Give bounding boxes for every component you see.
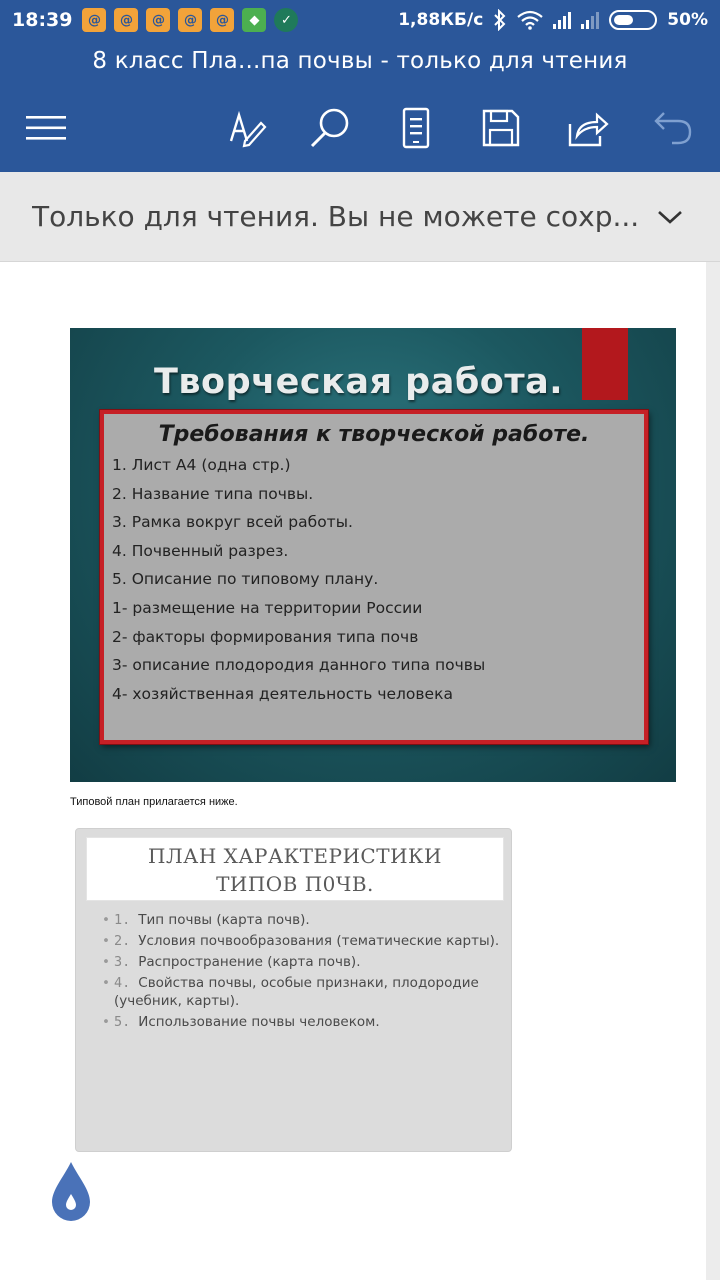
plan-title-line2: ТИПОВ П0ЧВ. xyxy=(216,872,374,896)
mail-notification-icon: @ xyxy=(178,8,202,32)
ink-drop-button[interactable] xyxy=(50,1160,92,1222)
save-button[interactable] xyxy=(477,104,525,152)
item-text: Распространение (карта почв). xyxy=(138,954,361,970)
signal-icon xyxy=(581,11,599,29)
read-only-message: Только для чтения. Вы не можете сохр... xyxy=(32,200,640,233)
list-item xyxy=(102,953,502,971)
edit-button[interactable] xyxy=(222,104,270,152)
item-text: Условия почвообразования (тематические карты). xyxy=(138,933,500,949)
requirements-list xyxy=(104,451,644,708)
list-item xyxy=(102,974,502,1010)
search-button[interactable] xyxy=(306,104,354,152)
item-number: 2. xyxy=(114,933,131,949)
maps-notification-icon: ◆ xyxy=(242,8,266,32)
list-item xyxy=(102,932,502,950)
list-item: 1- размещение на территории России xyxy=(112,598,423,617)
caption-text: Типовой план прилагается ниже. xyxy=(70,796,238,808)
app-bar xyxy=(0,40,720,172)
notification-icons xyxy=(82,8,298,32)
mail-notification-icon: @ xyxy=(146,8,170,32)
status-time: 18:39 xyxy=(12,9,73,31)
list-item: 2. Название типа почвы. xyxy=(112,484,314,503)
network-speed: 1,88КБ/с xyxy=(398,10,484,30)
mobile-view-button[interactable] xyxy=(392,104,440,152)
plan-list xyxy=(102,911,502,1034)
item-text: Использование почвы человеком. xyxy=(138,1014,380,1030)
save-icon xyxy=(481,108,521,148)
menu-button[interactable] xyxy=(22,104,70,152)
drop-icon xyxy=(50,1160,92,1222)
list-item xyxy=(102,1013,502,1031)
requirements-box xyxy=(100,410,648,744)
list-item: 3- описание плодородия данного типа почвы xyxy=(112,656,486,675)
document-title: 8 класс Пла...па почвы - только для чтения xyxy=(92,48,628,74)
battery-percent: 50% xyxy=(667,10,708,30)
mail-notification-icon: @ xyxy=(114,8,138,32)
signal-icon xyxy=(553,11,571,29)
battery-icon xyxy=(609,10,657,30)
toolbar xyxy=(0,100,720,156)
plan-title-line1: ПЛАН ХАРАКТЕРИСТИКИ xyxy=(148,844,442,868)
bluetooth-icon xyxy=(493,9,507,31)
mail-notification-icon: @ xyxy=(210,8,234,32)
share-icon xyxy=(567,108,609,148)
list-item: 4. Почвенный разрез. xyxy=(112,541,289,560)
slide-image-plan xyxy=(75,828,512,1152)
item-number: 5. xyxy=(114,1014,131,1030)
item-text: Тип почвы (карта почв). xyxy=(138,912,310,928)
wifi-icon xyxy=(517,10,543,30)
security-notification-icon: ✓ xyxy=(274,8,298,32)
item-number: 1. xyxy=(114,912,131,928)
requirements-subtitle: Требования к творческой работе. xyxy=(158,422,590,447)
undo-button[interactable] xyxy=(650,104,698,152)
list-item: 3. Рамка вокруг всей работы. xyxy=(112,513,353,532)
battery-fill xyxy=(614,15,633,25)
list-item: 2- факторы формирования типа почв xyxy=(112,627,419,646)
list-item: 1. Лист А4 (одна стр.) xyxy=(112,456,291,474)
list-item: 4- хозяйственная деятельность человека xyxy=(112,684,453,703)
search-icon xyxy=(308,106,352,150)
page-edge xyxy=(706,262,720,1280)
hamburger-icon xyxy=(25,114,67,142)
edit-pen-icon xyxy=(225,107,267,149)
plan-title-box xyxy=(86,837,504,901)
read-only-banner[interactable] xyxy=(0,172,720,262)
document-page[interactable] xyxy=(0,262,706,1280)
item-number: 4. xyxy=(114,975,131,991)
status-right xyxy=(398,9,708,31)
undo-icon xyxy=(654,109,694,147)
chevron-down-icon xyxy=(657,209,683,225)
item-number: 3. xyxy=(114,954,131,970)
mobile-view-icon xyxy=(401,107,431,149)
expand-banner-button[interactable] xyxy=(650,197,690,237)
slide-image-creative-work xyxy=(70,328,676,782)
share-button[interactable] xyxy=(564,104,612,152)
status-bar xyxy=(0,0,720,40)
list-item: 5. Описание по типовому плану. xyxy=(112,570,379,589)
slide-title: Творческая работа. xyxy=(154,362,564,402)
mail-notification-icon: @ xyxy=(82,8,106,32)
list-item xyxy=(102,911,502,929)
item-text: Свойства почвы, особые признаки, плодородие (учебник, карты). xyxy=(114,975,479,1009)
